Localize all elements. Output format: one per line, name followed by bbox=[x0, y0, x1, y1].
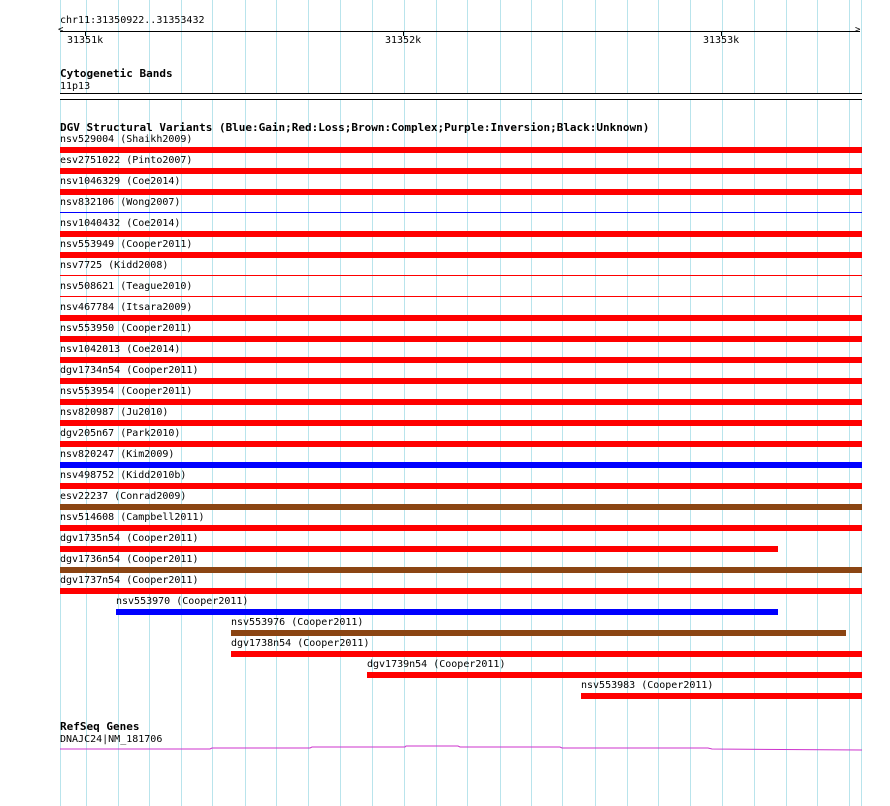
ruler-tick-label: 31352k bbox=[385, 35, 422, 46]
dgv-feature-bar[interactable] bbox=[60, 147, 862, 153]
dgv-feature-label[interactable]: nsv553954 (Cooper2011) bbox=[60, 386, 193, 397]
dgv-feature-bar[interactable] bbox=[231, 630, 846, 636]
dgv-feature-bar[interactable] bbox=[231, 651, 862, 657]
dgv-feature-label[interactable]: nsv553949 (Cooper2011) bbox=[60, 239, 193, 250]
dgv-feature-bar[interactable] bbox=[60, 252, 862, 258]
ruler-axis bbox=[60, 31, 860, 32]
dgv-feature-bar[interactable] bbox=[60, 525, 862, 531]
dgv-feature-label[interactable]: nsv820247 (Kim2009) bbox=[60, 449, 175, 460]
dgv-feature-bar[interactable] bbox=[60, 212, 862, 213]
dgv-track-title: DGV Structural Variants (Blue:Gain;Red:Loss;Brown:Complex;Purple:Inversion;Black:Unknown) bbox=[60, 121, 650, 134]
ruler-right-arrow-icon: > bbox=[855, 25, 861, 35]
dgv-feature-bar[interactable] bbox=[60, 420, 862, 426]
ruler-tick-label: 31353k bbox=[703, 35, 740, 46]
dgv-feature-label[interactable]: nsv514608 (Campbell2011) bbox=[60, 512, 205, 523]
dgv-feature-bar[interactable] bbox=[60, 588, 862, 594]
refseq-gene-label[interactable]: DNAJC24|NM_181706 bbox=[60, 734, 163, 745]
dgv-feature-label[interactable]: nsv832106 (Wong2007) bbox=[60, 197, 181, 208]
cytoband-glyph[interactable] bbox=[60, 93, 862, 100]
dgv-feature-bar[interactable] bbox=[60, 189, 862, 195]
dgv-feature-bar[interactable] bbox=[367, 672, 862, 678]
ruler-tick-label: 31351k bbox=[67, 35, 104, 46]
dgv-feature-bar[interactable] bbox=[60, 315, 862, 321]
dgv-feature-bar[interactable] bbox=[60, 441, 862, 447]
dgv-feature-bar[interactable] bbox=[60, 336, 862, 342]
dgv-feature-label[interactable]: nsv529004 (Shaikh2009) bbox=[60, 134, 193, 145]
dgv-feature-label[interactable]: esv22237 (Conrad2009) bbox=[60, 491, 187, 502]
dgv-feature-label[interactable]: nsv1042013 (Coe2014) bbox=[60, 344, 181, 355]
dgv-feature-label[interactable]: dgv1738n54 (Cooper2011) bbox=[231, 638, 370, 649]
dgv-feature-label[interactable]: dgv1736n54 (Cooper2011) bbox=[60, 554, 199, 565]
dgv-feature-label[interactable]: dgv205n67 (Park2010) bbox=[60, 428, 181, 439]
dgv-feature-label[interactable]: nsv467784 (Itsara2009) bbox=[60, 302, 193, 313]
dgv-feature-label[interactable]: nsv498752 (Kidd2010b) bbox=[60, 470, 187, 481]
dgv-feature-label[interactable]: nsv553983 (Cooper2011) bbox=[581, 680, 714, 691]
dgv-feature-bar[interactable] bbox=[116, 609, 778, 615]
dgv-feature-label[interactable]: nsv508621 (Teague2010) bbox=[60, 281, 193, 292]
dgv-feature-bar[interactable] bbox=[581, 693, 862, 699]
dgv-feature-label[interactable]: dgv1739n54 (Cooper2011) bbox=[367, 659, 506, 670]
dgv-feature-label[interactable]: dgv1735n54 (Cooper2011) bbox=[60, 533, 199, 544]
dgv-feature-bar[interactable] bbox=[60, 275, 862, 276]
dgv-feature-label[interactable]: nsv553976 (Cooper2011) bbox=[231, 617, 364, 628]
dgv-feature-label[interactable]: nsv820987 (Ju2010) bbox=[60, 407, 169, 418]
dgv-feature-label[interactable]: nsv1040432 (Coe2014) bbox=[60, 218, 181, 229]
cytoband-track-title: Cytogenetic Bands bbox=[60, 67, 173, 80]
cytoband-label: 11p13 bbox=[60, 81, 91, 92]
dgv-feature-bar[interactable] bbox=[60, 357, 862, 363]
dgv-feature-bar[interactable] bbox=[60, 296, 862, 297]
dgv-feature-bar[interactable] bbox=[60, 546, 778, 552]
dgv-feature-label[interactable]: dgv1734n54 (Cooper2011) bbox=[60, 365, 199, 376]
dgv-feature-bar[interactable] bbox=[60, 168, 862, 174]
ruler-position-label: chr11:31350922..31353432 bbox=[60, 15, 205, 26]
dgv-feature-label[interactable]: dgv1737n54 (Cooper2011) bbox=[60, 575, 199, 586]
refseq-track-title: RefSeq Genes bbox=[60, 720, 140, 733]
dgv-feature-bar[interactable] bbox=[60, 567, 862, 573]
dgv-feature-label[interactable]: nsv553950 (Cooper2011) bbox=[60, 323, 193, 334]
dgv-feature-bar[interactable] bbox=[60, 231, 862, 237]
dgv-feature-bar[interactable] bbox=[60, 378, 862, 384]
dgv-feature-bar[interactable] bbox=[60, 504, 862, 510]
dgv-feature-label[interactable]: nsv7725 (Kidd2008) bbox=[60, 260, 169, 271]
dgv-feature-label[interactable]: esv2751022 (Pinto2007) bbox=[60, 155, 193, 166]
dgv-feature-bar[interactable] bbox=[60, 462, 862, 468]
dgv-feature-bar[interactable] bbox=[60, 399, 862, 405]
dgv-feature-label[interactable]: nsv553970 (Cooper2011) bbox=[116, 596, 249, 607]
refseq-gene-glyph[interactable] bbox=[0, 740, 890, 754]
ruler-left-arrow-icon: < bbox=[58, 25, 64, 35]
dgv-feature-label[interactable]: nsv1046329 (Coe2014) bbox=[60, 176, 181, 187]
dgv-feature-bar[interactable] bbox=[60, 483, 862, 489]
